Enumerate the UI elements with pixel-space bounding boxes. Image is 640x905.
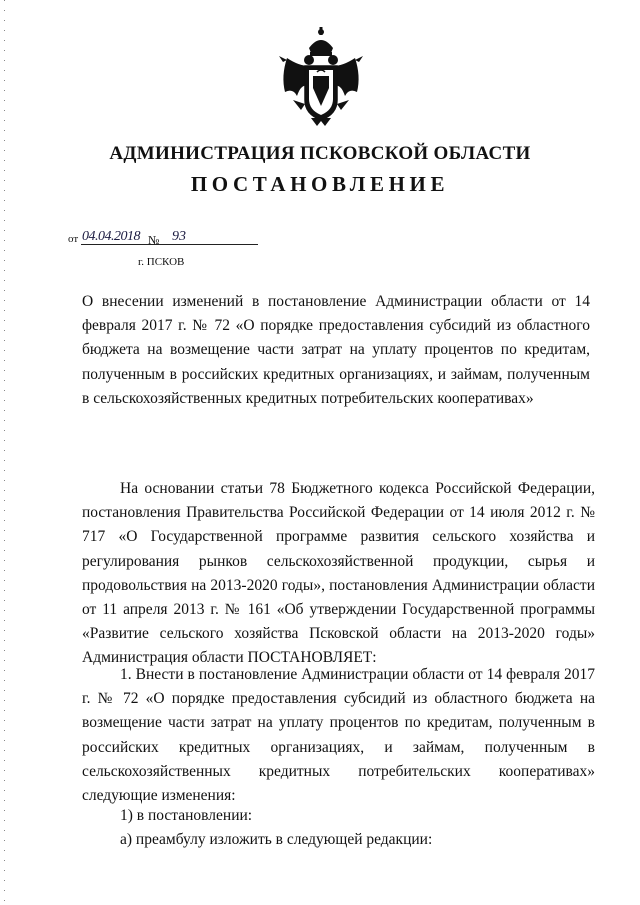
city-label: г. ПСКОВ (138, 256, 185, 268)
document-subject: О внесении изменений в постановление Администрации области от 14 февраля 2017 г. № 72 «О порядке предоставления субсидий из областного бюджета на возмещение части затрат на уплату процентов по кредитам, полученным в российских кредитных организациях, и займам, полученным в сельскохозяйственных кредитных потребительских кооперативах» (82, 293, 590, 407)
preamble-paragraph: На основании статьи 78 Бюджетного кодекса Российской Федерации, постановления Правительства Российской Федерации от 14 июля 2012 г. № 717 «О Государственной программе развития сельского хозяйства и регулирования рынков сельскохозяйственной продукции, сырья и продовольствия на 2013-2020 годы», постановления Администрации области от 11 апреля 2013 г. № 161 «Об утверждении Государственной программы «Развитие сельского хозяйства Псковской области на 2013-2020 годы» Администрация области ПОСТАНОВЛЯЕТ: (82, 480, 595, 667)
document-type-title: ПОСТАНОВЛЕНИЕ (190, 172, 450, 196)
handwritten-number: 93 (172, 229, 186, 244)
item-1-paragraph: 1. Внести в постановление Администрации области от 14 февраля 2017 г. № 72 «О порядке предоставления субсидий из областного бюджета на возмещение части затрат на уплату процентов по кредитам, полученным в российских кредитных организациях, и займам, полученным в сельскохозяйственных кредитных потребительских кооперативах» следующие изменения: (82, 666, 595, 805)
number-prefix: № (148, 233, 160, 247)
registration-underline (81, 244, 258, 245)
subitem-1a: а) преамбулу изложить в следующей редакции: (120, 831, 433, 848)
organization-title: АДМИНИСТРАЦИЯ ПСКОВСКОЙ ОБЛАСТИ (109, 143, 531, 164)
date-prefix: от (68, 233, 79, 245)
scan-margin-marks (3, 0, 6, 905)
handwritten-date: 04.04.2018 (82, 229, 140, 244)
coat-of-arms-emblem (279, 26, 363, 129)
registration-line (68, 229, 258, 249)
subitem-1: 1) в постановлении: (120, 807, 253, 824)
